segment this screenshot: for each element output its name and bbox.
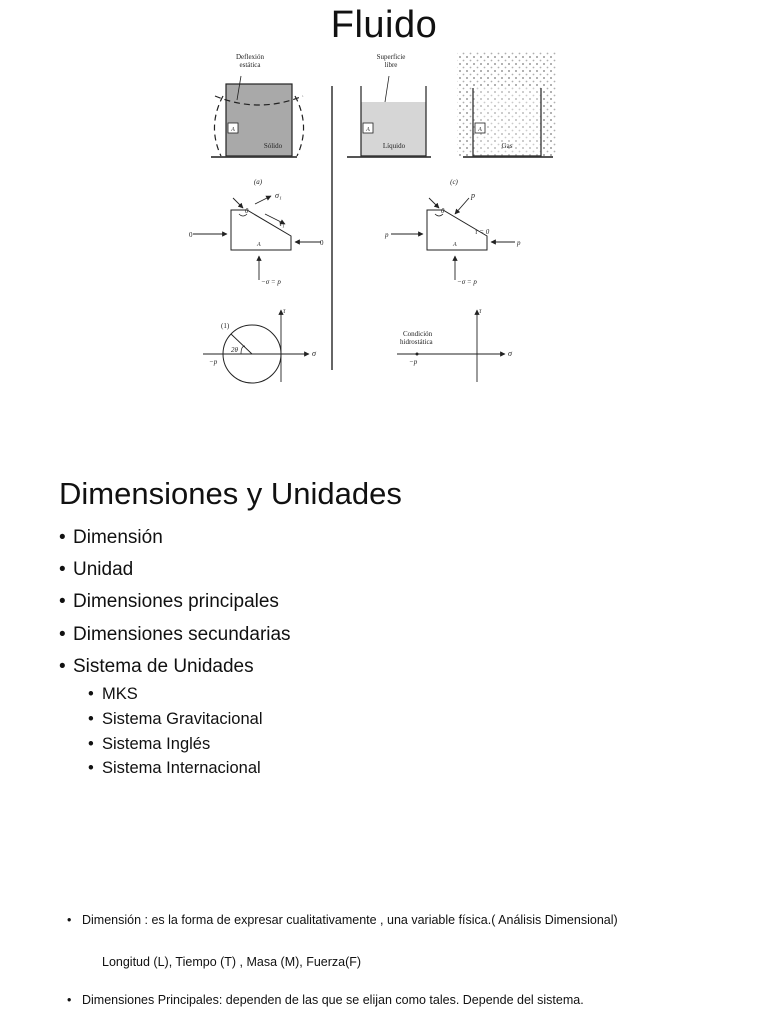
fluid-stress-element [391, 198, 515, 280]
label-sigma-axis-right: σ [508, 349, 512, 358]
label-p-right: p [517, 239, 521, 247]
label-gas: Gas [501, 142, 513, 150]
solid-block [211, 76, 304, 158]
label-condicion-1: Condición [403, 330, 433, 338]
label-sigma1: σ₁ [275, 191, 282, 200]
note-dimensiones-principales: • Dimensiones Principales: dependen de las que se elijan como tales. Depende del sistema. [67, 993, 584, 1007]
label-tau-axis-right: τ [479, 307, 482, 315]
label-superficie-2: libre [384, 61, 398, 69]
label-superficie-1: Superficie [376, 53, 406, 61]
label-a-element-right: A [453, 242, 457, 248]
label-deflexion-2: estática [239, 61, 261, 69]
label-a-solid: A [231, 127, 235, 133]
sub-item-internacional: • Sistema Internacional [88, 756, 262, 781]
label-theta-left: θ [245, 207, 249, 215]
slide-title-fluido: Fluido [330, 4, 438, 46]
note-dimension-definition: • Dimensión : es la forma de expresar cualitativamente , una variable física.( Análisis Dimensional) [67, 913, 618, 927]
label-tau1: τ₁ [279, 219, 285, 228]
label-liquido: Líquido [382, 142, 406, 150]
label-sigma-p-left: −σ = p [261, 278, 281, 286]
slide-title-dimensiones: Dimensiones y Unidades [59, 476, 402, 511]
dimension-topics-list [59, 524, 291, 685]
label-a-gas: A [478, 127, 482, 133]
caption-a: (a) [253, 178, 263, 186]
label-tau-axis-left: τ [283, 307, 286, 315]
sub-item-mks: • MKS [88, 682, 262, 707]
sub-item-ingles: • Sistema Inglés [88, 732, 262, 757]
label-solido: Sólido [263, 142, 283, 150]
label-sigma-p-right: −σ = p [457, 278, 477, 286]
mohr-circle-solid [203, 310, 309, 383]
label-deflexion-1: Deflexión [236, 53, 264, 61]
mohr-hydrostatic [397, 310, 505, 382]
label-zero-right: 0 [320, 239, 324, 247]
label-2theta: 2θ [231, 346, 238, 354]
caption-c: (c) [450, 178, 458, 186]
label-minus-p-left: −p [209, 358, 218, 366]
label-sigma-axis-left: σ [312, 349, 316, 358]
label-zero-left: 0 [189, 231, 193, 239]
list-item-dimensiones-secundarias: • Dimensiones secundarias [59, 621, 291, 653]
list-item-unidad: • Unidad [59, 556, 291, 588]
list-item-dimension: • Dimensión [59, 524, 291, 556]
label-a-element-left: A [257, 242, 261, 248]
sub-item-gravitacional: • Sistema Gravitacional [88, 707, 262, 732]
list-item-dimensiones-principales: • Dimensiones principales [59, 588, 291, 620]
label-a-liquid: A [366, 127, 370, 133]
label-p-left: p [385, 231, 389, 239]
label-tau0: τ = 0 [475, 228, 490, 236]
label-theta-right: θ [441, 207, 445, 215]
solid-stress-element [193, 196, 321, 280]
unit-systems-list [88, 682, 262, 781]
label-condicion-2: hidrostática [400, 338, 433, 346]
label-one: (1) [221, 322, 230, 330]
note-dimension-examples: Longitud (L), Tiempo (T) , Masa (M), Fuerza(F) [102, 955, 362, 969]
label-minus-p-right: −p [409, 358, 418, 366]
fluid-stress-diagram [185, 48, 565, 388]
label-p-top: p [471, 191, 475, 200]
fluid-stress-figure [185, 48, 565, 388]
list-item-sistema-unidades: • Sistema de Unidades [59, 653, 291, 685]
